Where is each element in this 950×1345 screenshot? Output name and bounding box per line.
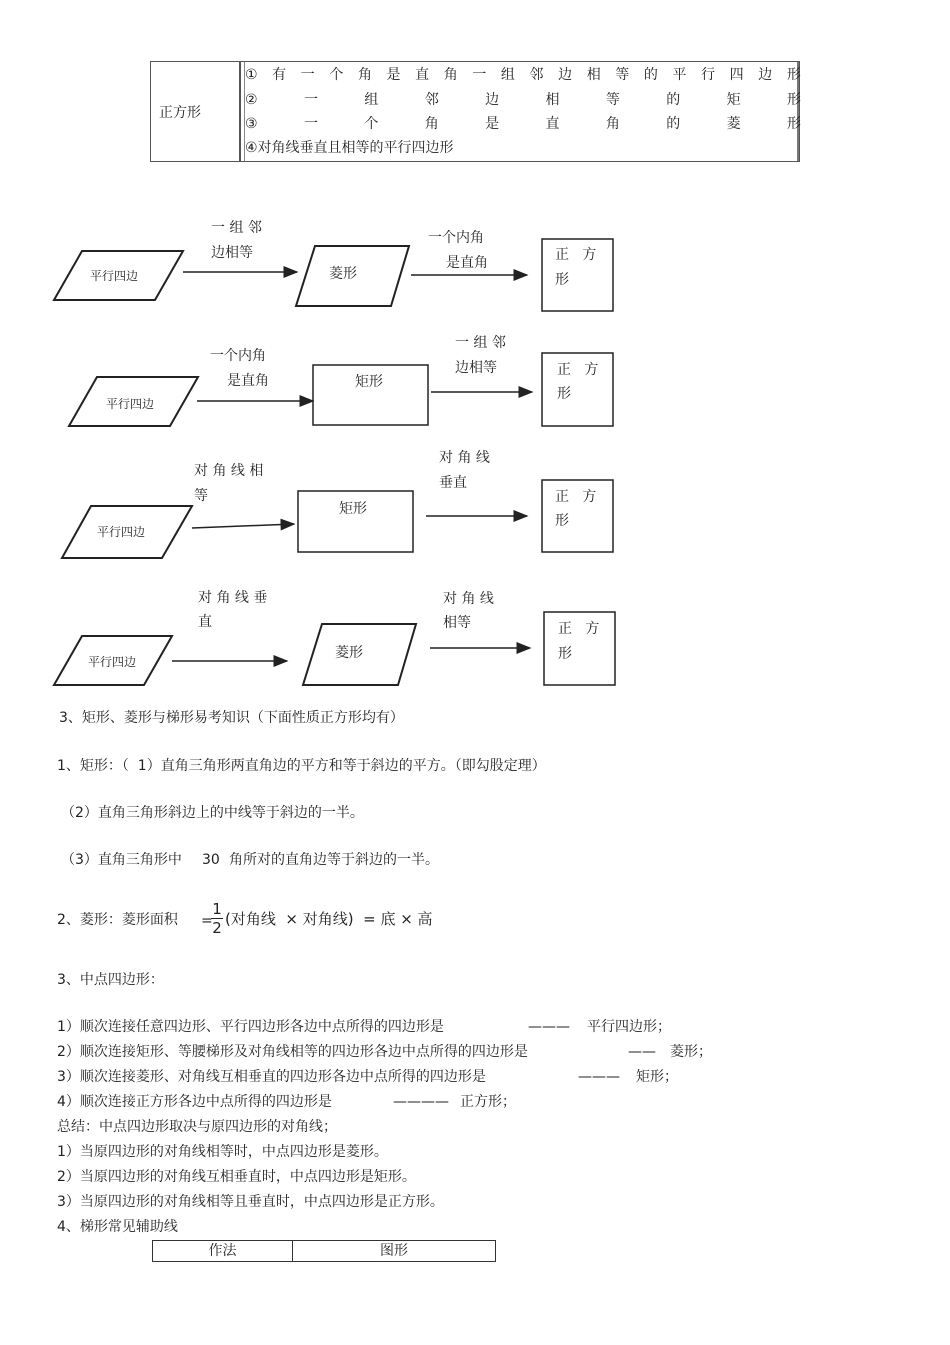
definition-char: 一 (303, 116, 318, 132)
definition-char: 直 (545, 116, 560, 132)
definition-char: 是 (485, 116, 500, 132)
square-label: 形 (558, 646, 572, 662)
definition-char: 平 (672, 67, 687, 83)
definition-char: 形 (786, 92, 801, 108)
definition-char: 相 (586, 67, 601, 83)
condition-label: 对 角 线 垂 (198, 590, 268, 606)
square-label: 形 (555, 513, 569, 529)
parallelogram-label: 平行四边 (97, 525, 146, 539)
definition-char: 一 (472, 67, 487, 83)
condition-label: 边相等 (455, 360, 497, 376)
midpoint-item-text: 1）顺次连接任意四边形、平行四边形各边中点所得的四边形是 (57, 1019, 444, 1035)
square-label: 形 (555, 272, 569, 288)
condition-label: 垂直 (439, 475, 467, 491)
rectangle-label: 矩形 (339, 501, 367, 517)
square-label: 正 方 (555, 489, 597, 505)
definition-char: 等 (605, 92, 620, 108)
rhombus-label: 菱形 (329, 266, 357, 282)
square-label: 正 方 (555, 247, 597, 263)
condition-label: 直 (198, 614, 212, 630)
rectangle-property-3-b: 角所对的直角边等于斜边的一半。 (229, 852, 439, 868)
summary-item: 3）当原四边形的对角线相等且垂直时，中点四边形是正方形。 (57, 1194, 444, 1210)
definition-char: 四 (729, 67, 744, 83)
condition-label: 一 组 邻 (455, 335, 506, 351)
definition-char: ① (245, 67, 258, 83)
midpoint-item-text: 2）顺次连接矩形、等腰梯形及对角线相等的四边形各边中点所得的四边形是 (57, 1044, 528, 1060)
summary-item: 1）当原四边形的对角线相等时，中点四边形是菱形。 (57, 1144, 388, 1160)
condition-label: 对 角 线 相 (194, 463, 264, 479)
condition-label: 相等 (443, 615, 471, 631)
midpoint-item-dash: ——— (578, 1069, 620, 1085)
definition-char: 行 (701, 67, 716, 83)
section-title: 3、矩形、菱形与梯形易考知识（下面性质正方形均有） (59, 710, 404, 726)
condition-label: 是直角 (227, 373, 269, 389)
definition-char: 的 (666, 92, 681, 108)
equals-sign: = (201, 913, 213, 929)
rectangle-label: 矩形 (355, 374, 383, 390)
square-label: 正 方 (558, 621, 600, 637)
definition-char: 的 (666, 116, 681, 132)
midpoint-item-result: 菱形； (670, 1044, 712, 1060)
midpoint-item-dash: ——— (528, 1019, 570, 1035)
midpoint-item-dash: —— (628, 1044, 656, 1060)
table-header-method: 作法 (153, 1241, 293, 1261)
definition-char: 一 (300, 67, 315, 83)
rectangle-property-3-number: 30 (202, 852, 220, 868)
condition-label: 是直角 (446, 255, 488, 271)
definition-char: 角 (357, 67, 372, 83)
definition-char: 角 (424, 116, 439, 132)
fraction-numerator: 1 (212, 900, 222, 918)
midpoint-title: 3、中点四边形： (57, 972, 164, 988)
parallelogram-label: 平行四边 (88, 655, 137, 669)
definition-char: 个 (364, 116, 379, 132)
definition-char: 边 (758, 67, 773, 83)
rectangle-property-1: 1、矩形：（ 1）直角三角形两直角边的平方和等于斜边的平方。（即勾股定理） (57, 758, 546, 774)
definition-char: 形 (786, 67, 801, 83)
auxiliary-line-table (152, 1240, 496, 1262)
square-label: 形 (557, 386, 571, 402)
definition-char: 菱 (726, 116, 741, 132)
definition-char: 组 (500, 67, 515, 83)
table-header-figure: 图形 (380, 1243, 408, 1259)
definition-char: 是 (386, 67, 401, 83)
definition-char: 直 (415, 67, 430, 83)
condition-label: 对 角 线 (439, 450, 490, 466)
midpoint-item-dash: ———— (393, 1094, 449, 1110)
definition-char: 组 (364, 92, 379, 108)
definition-char: 个 (329, 67, 344, 83)
definition-char: 等 (615, 67, 630, 83)
definition-char: 形 (786, 116, 801, 132)
condition-label: 一 组 邻 (211, 220, 262, 236)
definition-char: 邻 (424, 92, 439, 108)
square-label: 正 方 (557, 362, 599, 378)
midpoint-item-result: 正方形； (460, 1094, 516, 1110)
fraction-one-half (209, 900, 225, 937)
definition-char: 矩 (726, 92, 741, 108)
definition-char: 有 (272, 67, 287, 83)
summary-item: 2）当原四边形的对角线互相垂直时，中点四边形是矩形。 (57, 1169, 416, 1185)
arrow (192, 524, 294, 528)
fraction-denominator: 2 (212, 919, 222, 937)
definition-char: ③ (245, 116, 258, 132)
definition-char: 的 (643, 67, 658, 83)
definition-char: 边 (485, 92, 500, 108)
parallelogram-label: 平行四边 (106, 397, 155, 411)
condition-label: 对 角 线 (443, 591, 494, 607)
condition-label: 边相等 (211, 245, 253, 261)
definition-char: 一 (303, 92, 318, 108)
definition-char: ② (245, 92, 258, 108)
rhombus-area-formula: (对角线 × 对角线) = 底 × 高 (225, 910, 433, 928)
definition-char: 角 (605, 116, 620, 132)
rhombus-area-label: 2、菱形：菱形面积 (57, 912, 178, 928)
summary-title: 总结：中点四边形取决与原四边形的对角线； (57, 1119, 337, 1135)
definition-char: 邻 (529, 67, 544, 83)
condition-label: 一个内角 (428, 230, 484, 246)
condition-label: 一个内角 (210, 348, 266, 364)
midpoint-item-text: 4）顺次连接正方形各边中点所得的四边形是 (57, 1094, 332, 1110)
rectangle-property-2: （2）直角三角形斜边上的中线等于斜边的一半。 (61, 805, 364, 821)
midpoint-item-result: 平行四边形； (587, 1019, 671, 1035)
definition-4: ④对角线垂直且相等的平行四边形 (245, 140, 454, 156)
rectangle-property-3-a: （3）直角三角形中 (61, 852, 182, 868)
rhombus-label: 菱形 (335, 645, 363, 661)
definition-char: 角 (443, 67, 458, 83)
definition-char: 相 (545, 92, 560, 108)
midpoint-item-result: 矩形； (636, 1069, 678, 1085)
condition-label: 等 (194, 488, 208, 504)
parallelogram-label: 平行四边 (90, 269, 139, 283)
trapezoid-title: 4、梯形常见辅助线 (57, 1219, 178, 1235)
square-label: 正方形 (159, 105, 201, 121)
midpoint-item-text: 3）顺次连接菱形、对角线互相垂直的四边形各边中点所得的四边形是 (57, 1069, 486, 1085)
definition-char: 边 (558, 67, 573, 83)
